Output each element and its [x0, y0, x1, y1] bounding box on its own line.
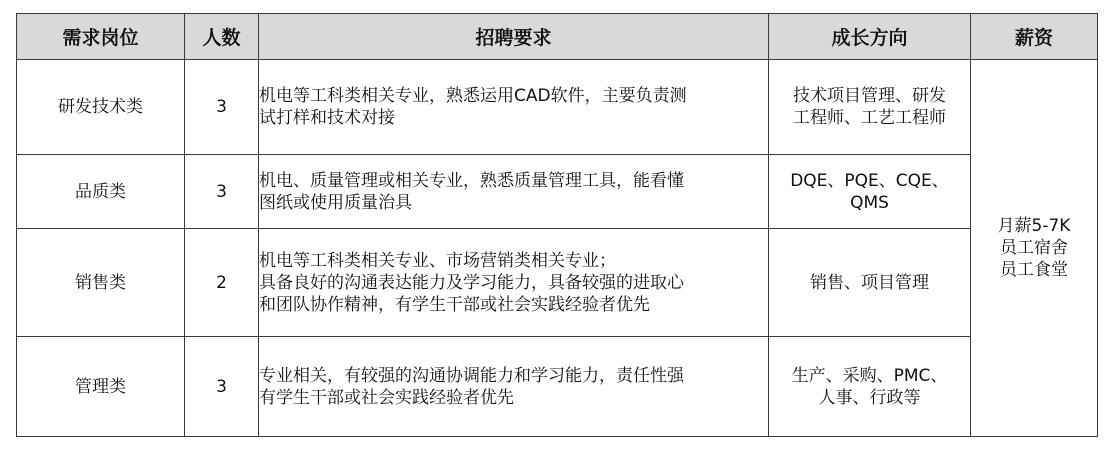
count-cell: 2: [185, 229, 259, 337]
table-row: [17, 60, 1098, 155]
growth-line: 生产、采购、PMC、: [791, 365, 948, 386]
table-row: [17, 229, 1098, 337]
header-requirements: 招聘要求: [259, 14, 769, 60]
salary-line: 员工食堂: [1000, 260, 1068, 280]
requirements-line: 机电、质量管理或相关专业，熟悉质量管理工具，能看懂: [259, 170, 684, 191]
salary-cell: [971, 60, 1098, 437]
requirements-cell: [259, 155, 769, 229]
growth-line: QMS: [850, 192, 889, 213]
requirements-line: 专业相关，有较强的沟通协调能力和学习能力，责任性强: [259, 365, 684, 386]
requirements-line: 有学生干部或社会实践经验者优先: [259, 387, 514, 408]
growth-line: DQE、PQE、CQE、: [790, 170, 949, 191]
requirements-cell: [259, 60, 769, 155]
position-cell: 销售类: [17, 229, 185, 337]
requirements-line: 图纸或使用质量治具: [259, 192, 412, 213]
growth-cell: [769, 337, 971, 437]
requirements-cell: [259, 229, 769, 337]
count-cell: 3: [185, 60, 259, 155]
growth-cell: [769, 155, 971, 229]
count-cell: 3: [185, 155, 259, 229]
count-cell: 3: [185, 337, 259, 437]
recruitment-table: [16, 13, 1098, 437]
header-count: 人数: [185, 14, 259, 60]
growth-cell: [769, 60, 971, 155]
table-row: [17, 337, 1098, 437]
position-cell: 管理类: [17, 337, 185, 437]
header-row: [17, 14, 1098, 60]
salary-line: 月薪5-7K: [997, 216, 1071, 236]
requirements-line: 试打样和技术对接: [259, 108, 395, 128]
growth-line: 技术项目管理、研发: [793, 86, 946, 106]
requirements-line: 和团队协作精神，有学生干部或社会实践经验者优先: [259, 294, 650, 315]
requirements-line: 机电等工科类相关专业，熟悉运用CAD软件，主要负责测: [259, 86, 687, 106]
requirements-cell: [259, 337, 769, 437]
header-salary: 薪资: [971, 14, 1098, 60]
salary-line: 员工宿舍: [1000, 238, 1068, 258]
header-growth: 成长方向: [769, 14, 971, 60]
requirements-line: 具备良好的沟通表达能力及学习能力，具备较强的进取心: [259, 272, 684, 293]
requirements-line: 机电等工科类相关专业、市场营销类相关专业；: [259, 250, 616, 271]
growth-cell: [769, 229, 971, 337]
position-cell: 研发技术类: [17, 60, 185, 155]
growth-line: 人事、行政等: [818, 387, 921, 408]
growth-line: 销售、项目管理: [810, 272, 929, 293]
position-cell: 品质类: [17, 155, 185, 229]
table-row: [17, 155, 1098, 229]
header-position: 需求岗位: [17, 14, 185, 60]
growth-line: 工程师、工艺工程师: [793, 108, 946, 128]
